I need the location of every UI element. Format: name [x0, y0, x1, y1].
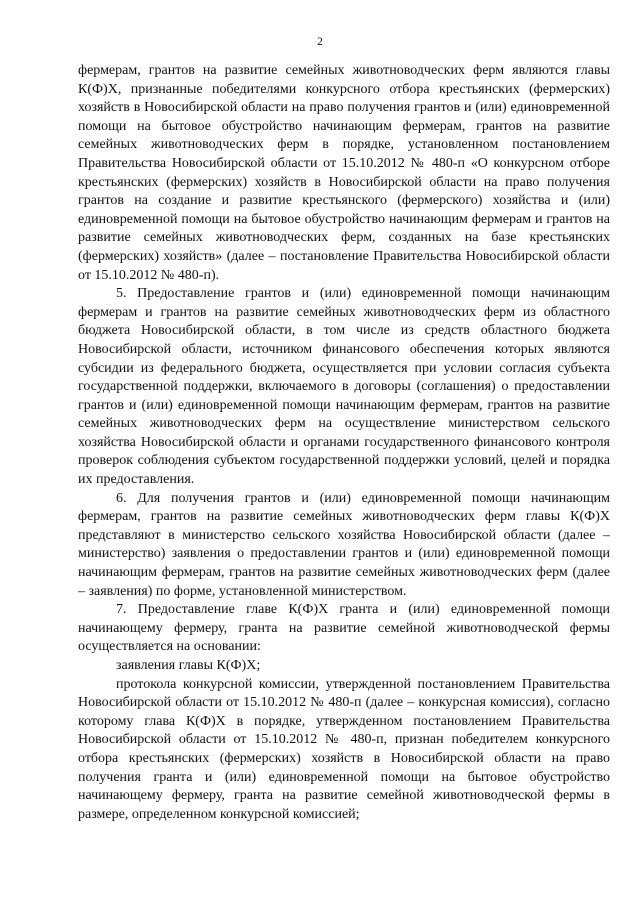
- paragraph-list-item: заявления главы К(Ф)Х;: [116, 658, 261, 673]
- document-body: [78, 62, 610, 824]
- paragraph-item-5: 5. Предоставление грантов и (или) единовременной помощи начинающим фермерам и грантов на развитие семейных животноводческих ферм из областного бюджета Новосибирской области, в том числе из средств областного бюджета Новосибирской области, источником финансового обеспечения которых являются субсидии из федерального бюджета, осуществляется при условии согласия субъекта государственной поддержки, включаемого в договоры (соглашения) о предоставлении грантов и (или) единовременной помощи начинающим фермерам, грантов на развитие семейных животноводческих ферм на осуществление министерством сельского хозяйства Новосибирской области и органами государственного финансового контроля проверок соблюдения субъектом государственной поддержки условий, целей и порядка их предоставления.: [78, 286, 610, 488]
- paragraph-list-item: протокола конкурсной комиссии, утвержденной постановлением Правительства Новосибирской области от 15.10.2012 № 480-п (далее – конкурсная комиссия), согласно которому глава К(Ф)Х в порядке, утвержденном постановлением Правительства Новосибирской области от 15.10.2012 № 480-п, признан победителем конкурсного отбора крестьянских (фермерских) хозяйств в Новосибирской области на право получения гранта и (или) единовременной помощи на бытовое обустройство начинающему фермеру, гранта на развитие семейной животноводческой фермы в размере, определенном конкурсной комиссией;: [78, 676, 610, 822]
- page-number: 2: [317, 36, 323, 48]
- paragraph-item-7: 7. Предоставление главе К(Ф)Х гранта и (или) единовременной помощи начинающему фермеру, гранта на развитие семейной животноводческой фермы осуществляется на основании:: [78, 602, 610, 655]
- paragraph-item-6: 6. Для получения грантов и (или) единовременной помощи начинающим фермерам, грантов на развитие семейных животноводческих ферм главы К(Ф)Х представляют в министерство сельского хозяйства Новосибирской области (далее – министерство) заявления о предоставлении грантов и (или) единовременной помощи начинающим фермерам, грантов на развитие семейных животноводческих ферм (далее – заявления) по форме, установленной министерством.: [78, 490, 610, 599]
- paragraph-continuation: фермерам, грантов на развитие семейных животноводческих ферм являются главы К(Ф)Х, признанные победителями конкурсного отбора крестьянских (фермерских) хозяйств в Новосибирской области на право получения грантов и (или) единовременной помощи на бытовое обустройство начинающим фермерам, грантов на развитие семейных животноводческих ферм в порядке, установленном постановлением Правительства Новосибирской области от 15.10.2012 № 480-п «О конкурсном отборе крестьянских (фермерских) хозяйств в Новосибирской области на право получения грантов на создание и развитие крестьянского (фермерского) хозяйства и (или) единовременной помощи на бытовое обустройство начинающим фермерам и грантов на развитие семейных животноводческих ферм, созданных на базе крестьянских (фермерских) хозяйств» (далее – постановление Правительства Новосибирской области от 15.10.2012 № 480-п).: [78, 63, 610, 283]
